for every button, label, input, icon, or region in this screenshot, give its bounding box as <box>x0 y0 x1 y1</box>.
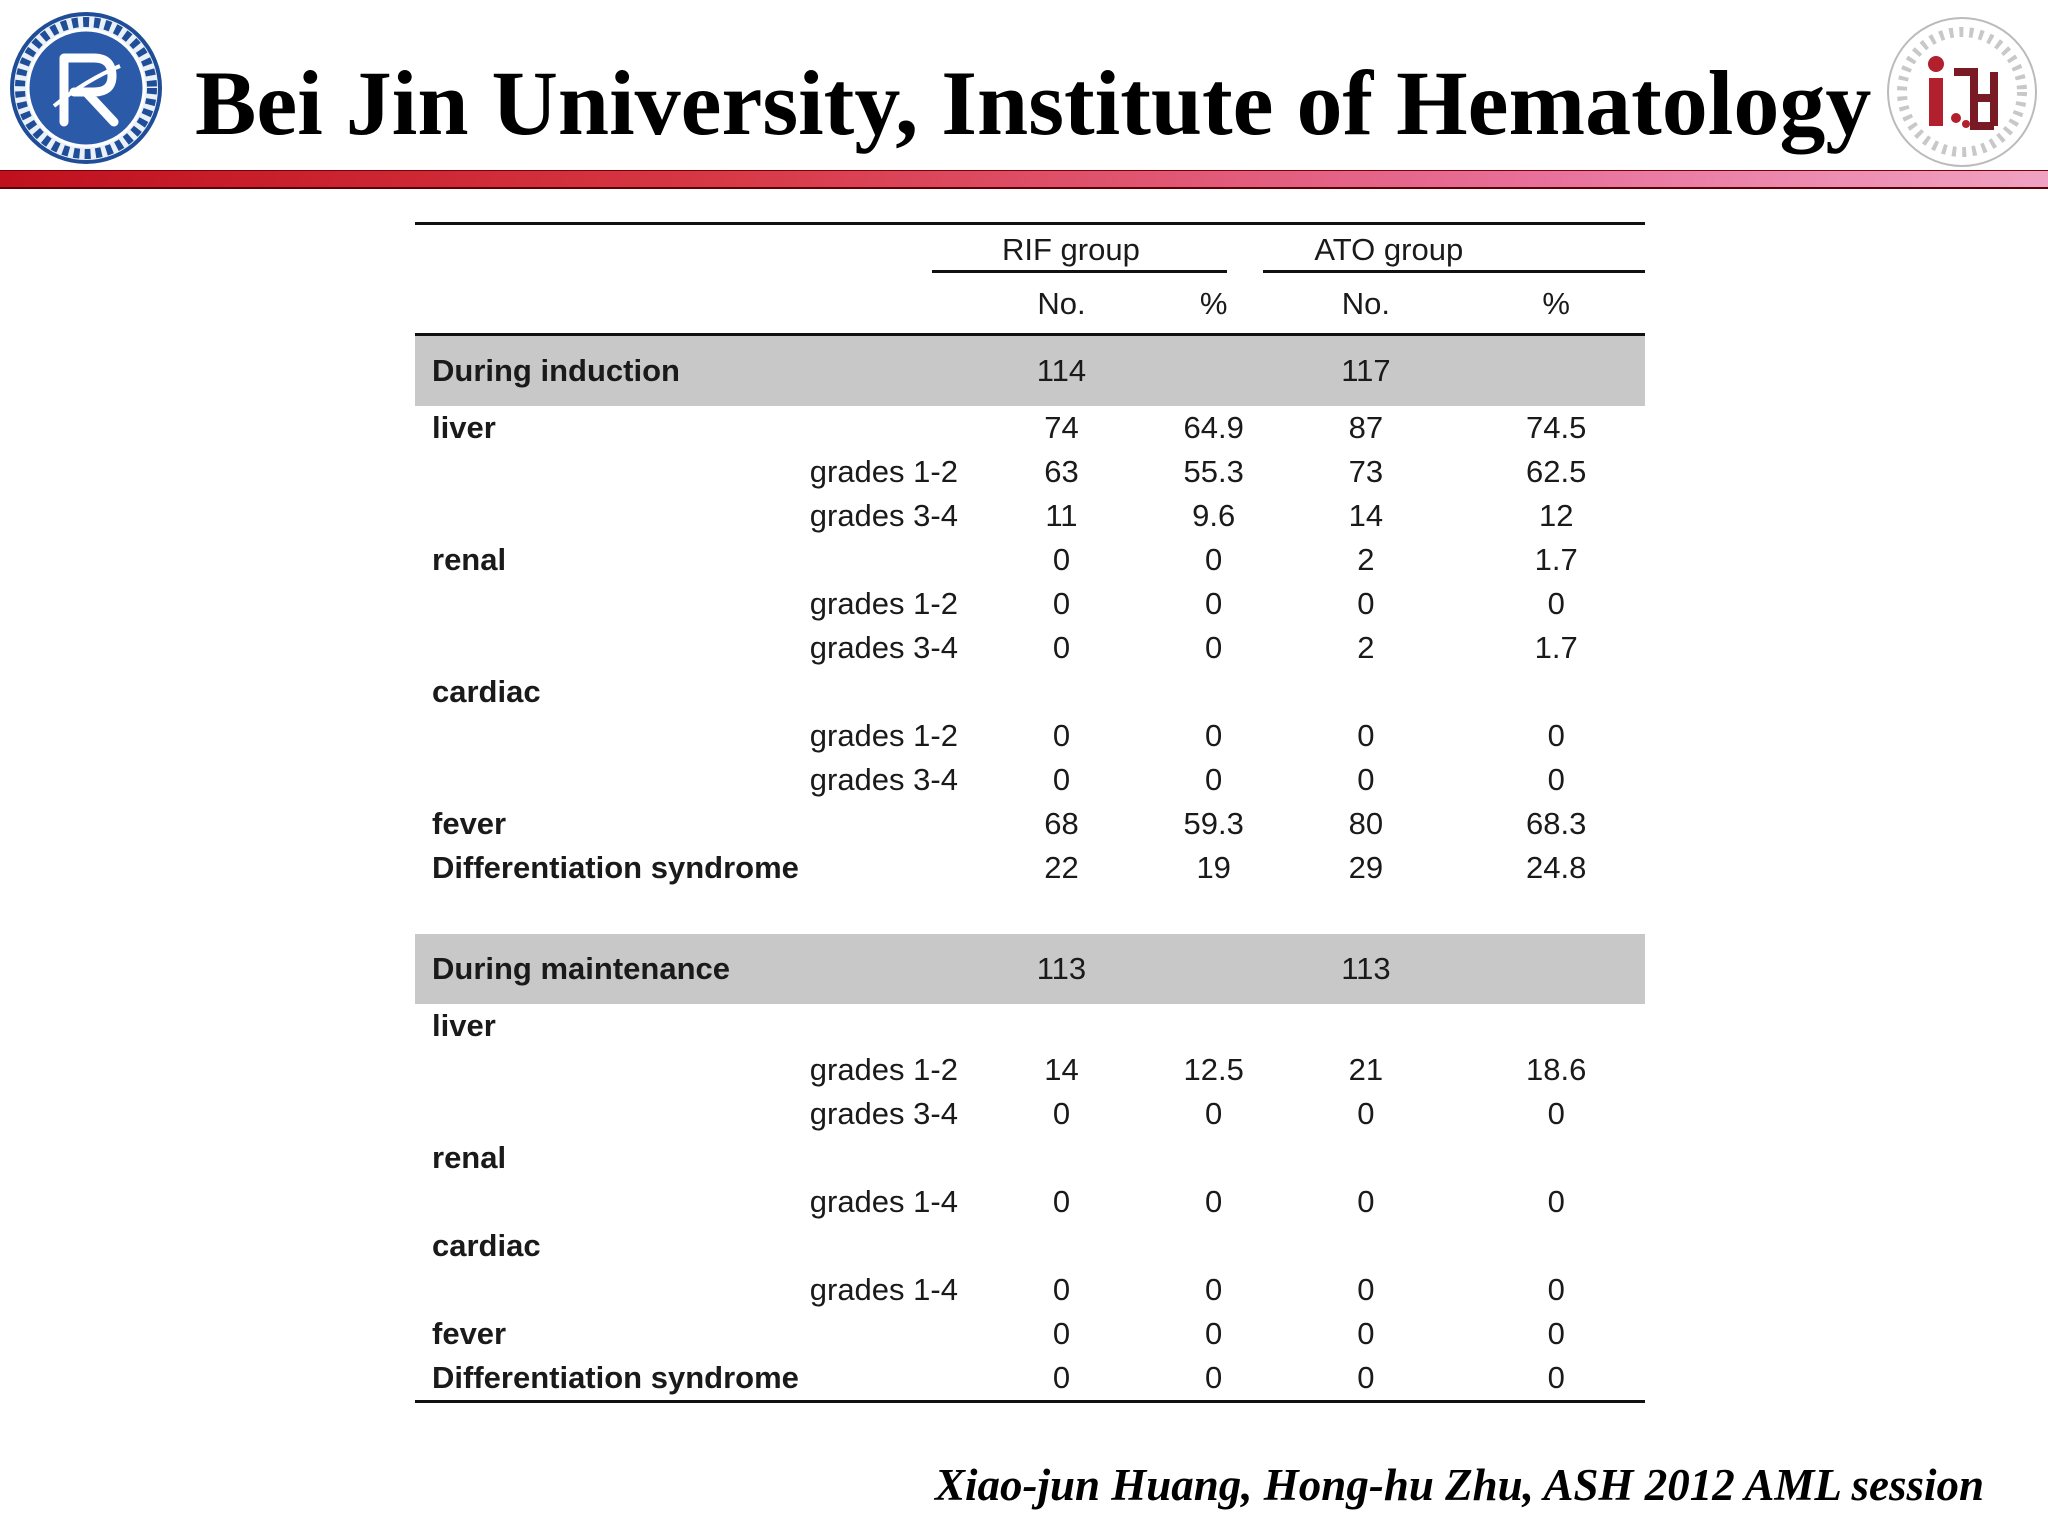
rif-no-cell: 14 <box>1044 1052 1079 1087</box>
table-row <box>415 450 1645 494</box>
slide-header <box>0 0 2048 190</box>
row-label: liver <box>432 1008 496 1043</box>
ato-no-cell: 29 <box>1348 850 1384 885</box>
ato-n: 113 <box>1264 934 1467 1004</box>
section-label: During induction <box>415 335 960 407</box>
rif-no-cell: 0 <box>1052 762 1071 797</box>
ato-n-pct <box>1467 934 1645 1004</box>
section-row-induction <box>415 335 1645 407</box>
ato-pct-cell: 0 <box>1547 762 1565 797</box>
adverse-events-table <box>415 222 1645 1403</box>
rif-pct-cell: 0 <box>1205 1184 1223 1219</box>
university-seal-logo <box>8 10 164 166</box>
table-row <box>415 406 1645 450</box>
rif-n: 113 <box>960 934 1163 1004</box>
table-row <box>415 1268 1645 1312</box>
rif-no-cell: 0 <box>1052 542 1071 577</box>
rif-no-cell: 0 <box>1052 1184 1071 1219</box>
rif-pct-cell <box>1163 1004 1264 1048</box>
rif-pct-cell: 0 <box>1205 1272 1223 1307</box>
table-row <box>415 626 1645 670</box>
rif-pct-cell: 0 <box>1205 630 1223 665</box>
ato-group-header: ATO group <box>1314 232 1464 267</box>
rif-pct-cell: 0 <box>1205 762 1223 797</box>
rif-pct-cell: 55.3 <box>1183 454 1244 489</box>
ato-no-cell: 2 <box>1357 630 1375 665</box>
table-row <box>415 1136 1645 1180</box>
ato-no-cell: 21 <box>1348 1052 1384 1087</box>
table-row <box>415 1004 1645 1048</box>
rif-no-cell: 0 <box>1052 718 1071 753</box>
rif-no-cell: 11 <box>1045 498 1078 533</box>
rif-no-cell: 22 <box>1044 850 1079 885</box>
rif-pct-cell: 0 <box>1205 542 1223 577</box>
ato-no-cell: 0 <box>1357 1184 1375 1219</box>
ato-no-header: No. <box>1264 275 1467 335</box>
ato-pct-cell: 68.3 <box>1526 806 1587 841</box>
row-label: renal <box>432 1140 507 1175</box>
ato-no-cell: 80 <box>1348 806 1384 841</box>
rif-no-cell: 0 <box>1052 1096 1071 1131</box>
ato-no-cell: 0 <box>1357 1316 1375 1351</box>
row-sublabel: grades 1-4 <box>809 1184 958 1219</box>
table-row <box>415 846 1645 890</box>
ato-pct-cell: 62.5 <box>1526 454 1587 489</box>
ato-pct-cell: 1.7 <box>1534 630 1578 665</box>
rif-group-header: RIF group <box>1001 232 1140 267</box>
rif-no-cell: 74 <box>1044 410 1079 445</box>
rif-no-cell: 63 <box>1044 454 1079 489</box>
page-title: Bei Jin University, Institute of Hematology <box>195 52 1872 154</box>
rif-no-cell: 0 <box>1052 586 1071 621</box>
row-sublabel: grades 1-2 <box>809 1052 958 1087</box>
ato-no-cell <box>1264 1136 1467 1180</box>
ato-no-cell: 0 <box>1357 762 1375 797</box>
rif-pct-cell <box>1163 1136 1264 1180</box>
table-row <box>415 802 1645 846</box>
ato-n-pct <box>1467 335 1645 407</box>
row-label: cardiac <box>432 1228 541 1263</box>
row-sublabel: grades 3-4 <box>809 498 958 533</box>
ato-pct-cell: 0 <box>1547 586 1565 621</box>
ato-pct-cell: 0 <box>1547 1316 1565 1351</box>
rif-pct-cell: 12.5 <box>1183 1052 1244 1087</box>
ato-no-cell: 73 <box>1348 454 1384 489</box>
rif-n-pct <box>1163 934 1264 1004</box>
rif-no-cell <box>960 670 1163 714</box>
ato-no-cell: 2 <box>1357 542 1375 577</box>
rif-n: 114 <box>960 335 1163 407</box>
table-row <box>415 1224 1645 1268</box>
ato-no-cell: 87 <box>1348 410 1384 445</box>
group-header-row <box>415 225 1645 275</box>
ato-no-cell: 0 <box>1357 718 1375 753</box>
ato-no-cell <box>1264 670 1467 714</box>
ato-pct-cell: 18.6 <box>1526 1052 1587 1087</box>
row-label: Differentiation syndrome <box>415 1356 960 1402</box>
ato-pct-cell: 12 <box>1538 498 1574 533</box>
ato-no-cell <box>1264 1004 1467 1048</box>
section-label: During maintenance <box>415 934 960 1004</box>
rif-pct-cell: 0 <box>1205 1096 1223 1131</box>
ato-pct-cell: 24.8 <box>1526 850 1587 885</box>
table-row <box>415 1312 1645 1356</box>
column-header-row <box>415 275 1645 335</box>
row-label: liver <box>432 410 496 445</box>
ato-pct-cell <box>1467 1224 1645 1268</box>
ato-no-cell: 0 <box>1264 1356 1467 1402</box>
table-row <box>415 1180 1645 1224</box>
rif-no-cell: 0 <box>1052 630 1071 665</box>
row-label: renal <box>432 542 507 577</box>
table-row <box>415 670 1645 714</box>
ato-no-cell: 14 <box>1348 498 1384 533</box>
row-label: cardiac <box>432 674 541 709</box>
table-row <box>415 1048 1645 1092</box>
rif-pct-cell: 0 <box>1205 718 1223 753</box>
row-sublabel: grades 1-4 <box>809 1272 958 1307</box>
ato-pct-cell: 0 <box>1547 718 1565 753</box>
table-row <box>415 758 1645 802</box>
table-row <box>415 494 1645 538</box>
rif-no-header: No. <box>960 275 1163 335</box>
rif-pct-cell: 64.9 <box>1183 410 1244 445</box>
ato-pct-cell: 1.7 <box>1534 542 1578 577</box>
ato-pct-cell: 74.5 <box>1526 410 1587 445</box>
row-label: fever <box>432 1316 507 1351</box>
row-sublabel: grades 1-2 <box>809 718 958 753</box>
rif-n-pct <box>1163 335 1264 407</box>
row-label: Differentiation syndrome <box>432 850 799 885</box>
ato-n: 117 <box>1264 335 1467 407</box>
table-row <box>415 538 1645 582</box>
header-divider-bar <box>0 170 2048 189</box>
row-label: fever <box>432 806 507 841</box>
rif-pct-cell: 59.3 <box>1183 806 1244 841</box>
ato-no-cell: 0 <box>1357 586 1375 621</box>
ato-pct-cell: 0 <box>1467 1356 1645 1402</box>
rif-pct-cell <box>1163 1224 1264 1268</box>
rif-no-cell: 0 <box>960 1356 1163 1402</box>
table-row <box>415 1356 1645 1402</box>
rif-pct-cell: 0 <box>1205 1316 1223 1351</box>
citation: Xiao-jun Huang, Hong-hu Zhu, ASH 2012 AML session <box>934 1460 1984 1510</box>
table-row <box>415 714 1645 758</box>
ato-pct-cell: 0 <box>1547 1272 1565 1307</box>
institute-of-hematology-logo <box>1882 12 2042 172</box>
rif-no-cell: 0 <box>1052 1272 1071 1307</box>
ato-no-cell: 0 <box>1357 1272 1375 1307</box>
rif-pct-cell: 9.6 <box>1192 498 1236 533</box>
ato-pct-cell <box>1467 670 1645 714</box>
ato-pct-cell <box>1467 1136 1645 1180</box>
ato-pct-cell: 0 <box>1547 1096 1565 1131</box>
row-sublabel: grades 3-4 <box>809 630 958 665</box>
rif-no-cell <box>960 1224 1163 1268</box>
row-sublabel: grades 3-4 <box>809 762 958 797</box>
table-row <box>415 582 1645 626</box>
rif-no-cell: 68 <box>1044 806 1079 841</box>
row-sublabel: grades 1-2 <box>809 454 958 489</box>
rif-pct-header: % <box>1163 275 1264 335</box>
rif-pct-cell: 19 <box>1196 850 1231 885</box>
rif-no-cell <box>960 1136 1163 1180</box>
rif-no-cell: 0 <box>1052 1316 1071 1351</box>
row-sublabel: grades 3-4 <box>809 1096 958 1131</box>
ato-pct-cell <box>1467 1004 1645 1048</box>
ato-no-cell <box>1264 1224 1467 1268</box>
row-sublabel: grades 1-2 <box>809 586 958 621</box>
table-row <box>415 1092 1645 1136</box>
rif-no-cell <box>960 1004 1163 1048</box>
ato-pct-cell: 0 <box>1547 1184 1565 1219</box>
section-row-maintenance <box>415 934 1645 1004</box>
ato-pct-header: % <box>1467 275 1645 335</box>
rif-pct-cell: 0 <box>1163 1356 1264 1402</box>
rif-pct-cell: 0 <box>1205 586 1223 621</box>
ato-no-cell: 0 <box>1357 1096 1375 1131</box>
rif-pct-cell <box>1163 670 1264 714</box>
